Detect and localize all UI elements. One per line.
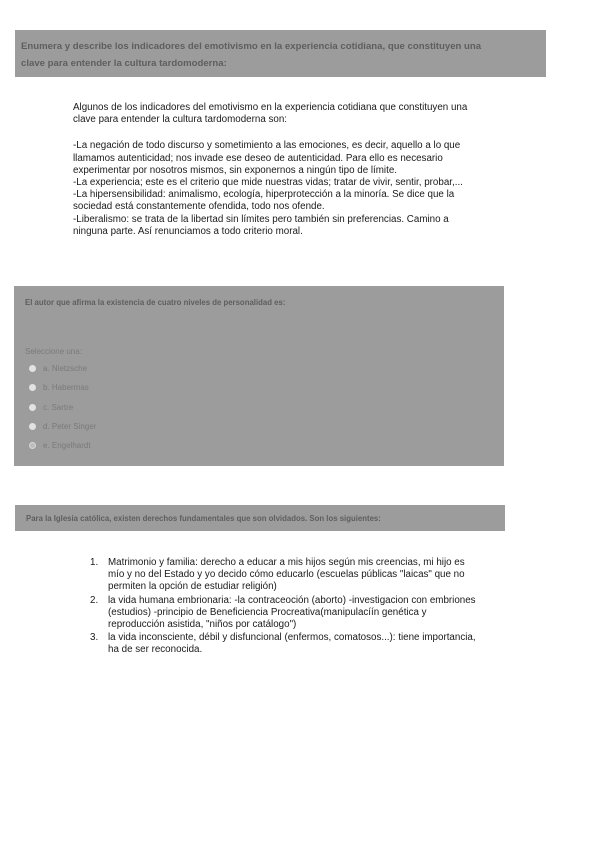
- option-d-label: d. Peter Singer: [43, 422, 97, 431]
- option-b[interactable]: [29, 383, 89, 392]
- question-2-text: El autor que afirma la existencia de cuatro niveles de personalidad es:: [25, 298, 286, 307]
- answer-1-point-line: ninguna parte. Así renunciamos a todo criterio moral.: [73, 225, 303, 237]
- question-3-text: Para la Iglesia católica, existen derechos fundamentales que son olvidados. Son los siguientes:: [26, 514, 381, 523]
- option-c-label: c. Sartre: [43, 403, 74, 412]
- option-e-label: e. Engelhardt: [43, 441, 91, 450]
- option-d[interactable]: [29, 422, 96, 431]
- option-e[interactable]: [29, 441, 91, 450]
- list-item: [90, 595, 530, 632]
- answer-1-point-line: -La hipersensibilidad: animalismo, ecología, hiperprotección a la minoría. Se dice que la: [73, 189, 455, 201]
- list-item-line: permiten la opción de estudiar religión): [108, 581, 277, 593]
- answer-1: [73, 102, 533, 238]
- radio-icon[interactable]: [29, 404, 36, 411]
- option-a-label: a. Nietzsche: [43, 364, 88, 373]
- list-item: [90, 632, 530, 656]
- select-one-label: Seleccione una:: [25, 347, 82, 356]
- list-item-line: la vida inconsciente, débil y disfuncional (enfermos, comatosos...): tiene importancia,: [108, 632, 476, 644]
- list-item-line: reproducción asistida, "niños por catálogo"): [108, 619, 297, 631]
- question-2-block: [14, 286, 504, 466]
- list-item: [90, 557, 530, 594]
- option-c[interactable]: [29, 403, 73, 412]
- radio-icon[interactable]: [29, 442, 36, 449]
- answer-1-point-line: llamamos autenticidad; nos invade ese deseo de autenticidad. Para ello es necesario: [73, 152, 443, 164]
- list-item-line: ha de ser reconocida.: [108, 644, 203, 656]
- radio-icon[interactable]: [29, 365, 36, 372]
- list-item-number: 2.: [90, 594, 99, 606]
- answer-1-point-line: experimentar por nosotros mismos, sin exponernos a ningún tipo de límite.: [73, 164, 398, 176]
- option-b-label: b. Habermas: [43, 383, 89, 392]
- answer-1-intro-line: clave para entender la cultura tardomoderna son:: [73, 114, 288, 126]
- question-3-banner: [15, 505, 505, 531]
- list-item-line: Matrimonio y familia: derecho a educar a mis hijos según mis creencias, mi hijo es: [108, 557, 465, 568]
- list-item-line: (estudios) -principio de Beneficiencia Procreativa(manipulacíín genética y: [108, 606, 427, 618]
- question-1-banner: [15, 30, 546, 77]
- answer-1-point-line: -La experiencia; este es el criterio que mide nuestras vidas; tratar de vivir, sentir, probar,...: [73, 177, 463, 189]
- answer-1-point-line: sociedad está constantemente ofendida, todo nos ofende.: [73, 201, 325, 213]
- answer-3-list: [90, 557, 530, 658]
- radio-icon[interactable]: [29, 423, 36, 430]
- question-1-text-line-1: Enumera y describe los indicadores del emotivismo en la experiencia cotidiana, que constituyen una: [21, 41, 482, 52]
- list-item-line: mío y no del Estado y yo decido cómo educarlo (escuelas públicas "laicas" que no: [108, 569, 465, 581]
- list-item-line: la vida humana embrionaria: -la contraceoción (aborto) -investigacion con embriones: [108, 594, 476, 606]
- option-a[interactable]: [29, 364, 87, 373]
- radio-icon[interactable]: [29, 384, 36, 391]
- list-item-number: 1.: [90, 557, 99, 568]
- answer-1-point-line: -La negación de todo discurso y sometimiento a las emociones, es decir, aquello a lo que: [73, 140, 461, 152]
- answer-1-intro-line: Algunos de los indicadores del emotivismo en la experiencia cotidiana que constituyen una: [73, 102, 468, 113]
- answer-1-point-line: -Liberalismo: se trata de la libertad sin límites pero también sin preferencias. Camino a: [73, 213, 449, 225]
- list-item-number: 3.: [90, 632, 99, 644]
- question-1-text-line-2: clave para entender la cultura tardomoderna:: [21, 58, 227, 69]
